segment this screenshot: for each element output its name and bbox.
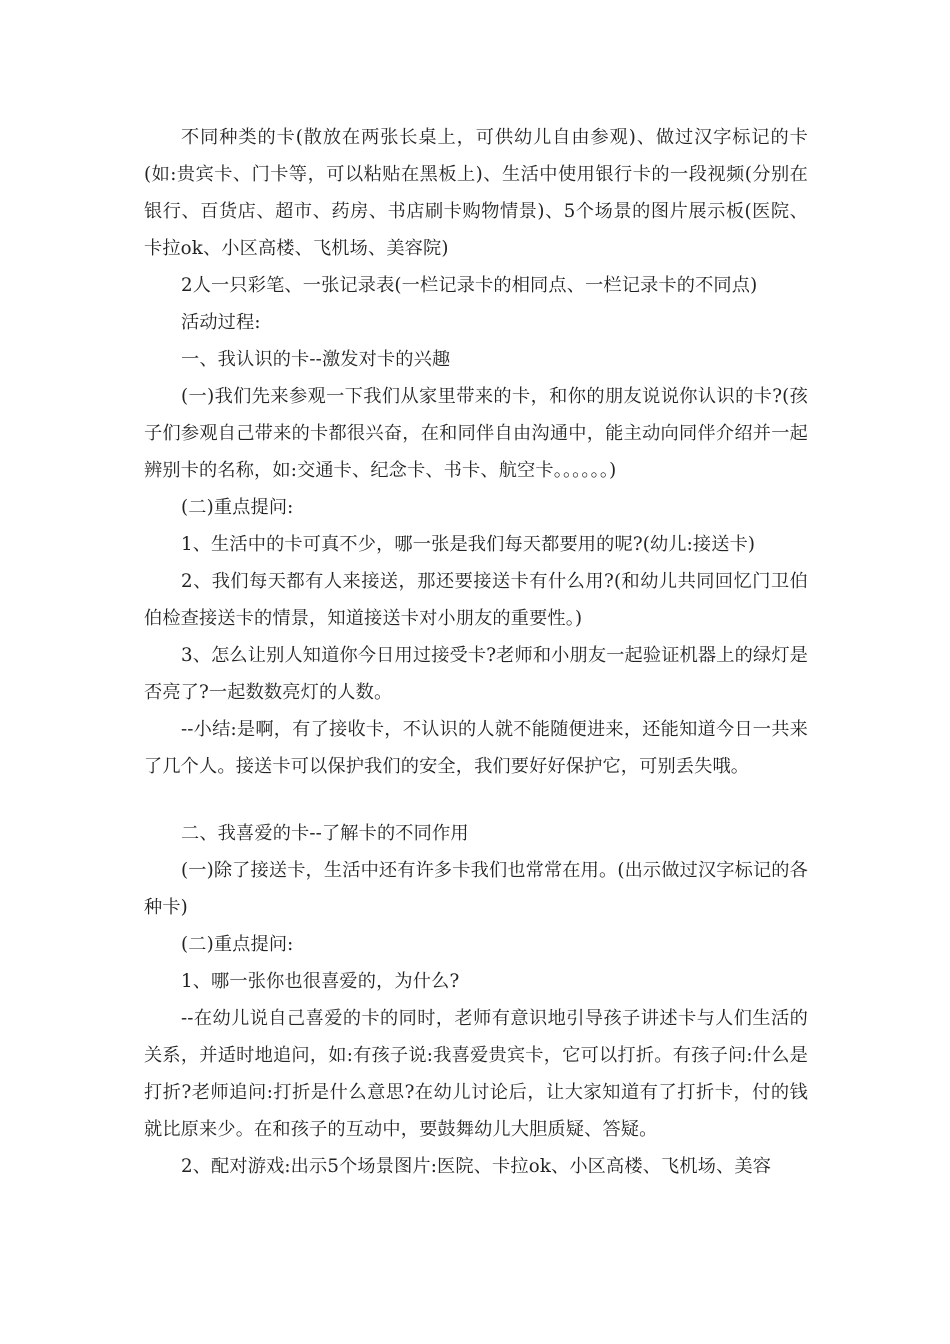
paragraph-part-two-intro: (一)除了接送卡，生活中还有许多卡我们也常常在用。(出示做过汉字标记的各种卡): [144, 860, 808, 918]
paragraph-key-questions-one: (二)重点提问:: [181, 497, 294, 518]
paragraph-materials-list: 不同种类的卡(散放在两张长桌上，可供幼儿自由参观)、做过汉字标记的卡(如:贵宾卡、门卡等，可以粘贴在黑板上)、生活中使用银行卡的一段视频(分别在银行、百货店、超市、药房、书店刷卡购物情景)、5个场景的图片展示板(医院、卡拉ok、小区高楼、飞机场、美容院): [144, 127, 808, 259]
document-body: [144, 119, 808, 1185]
paragraph-summary-one: --小结:是啊，有了接收卡，不认识的人就不能随便进来，还能知道今日一共来了几个人。接送卡可以保护我们的安全，我们要好好保护它，可别丢失哦。: [144, 719, 808, 777]
paragraph-question-favorite: 1、哪一张你也很喜爱的，为什么?: [181, 971, 460, 992]
paragraph-spacer: [144, 785, 808, 815]
paragraph-discussion-guidance: --在幼儿说自己喜爱的卡的同时，老师有意识地引导孩子讲述卡与人们生活的关系，并适时地追问，如:有孩子说:我喜爱贵宾卡，它可以打折。有孩子问:什么是打折?老师追问:打折是什么意思?在幼儿讨论后，让大家知道有了打折卡，付的钱就比原来少。在和孩子的互动中，要鼓舞幼儿大胆质疑、答疑。: [144, 1008, 808, 1140]
section-heading-two: 二、我喜爱的卡--了解卡的不同作用: [181, 823, 469, 844]
paragraph-question-2: 2、我们每天都有人来接送，那还要接送卡有什么用?(和幼儿共同回忆门卫伯伯检查接送卡的情景，知道接送卡对小朋友的重要性。): [144, 571, 808, 629]
paragraph-question-1: 1、生活中的卡可真不少，哪一张是我们每天都要用的呢?(幼儿:接送卡): [181, 534, 756, 555]
section-heading-one: 一、我认识的卡--激发对卡的兴趣: [181, 349, 451, 370]
paragraph-materials-pens: 2人一只彩笔、一张记录表(一栏记录卡的相同点、一栏记录卡的不同点): [181, 275, 758, 296]
paragraph-matching-game: 2、配对游戏:出示5个场景图片:医院、卡拉ok、小区高楼、飞机场、美容: [181, 1156, 772, 1177]
paragraph-part-one-visit: (一)我们先来参观一下我们从家里带来的卡，和你的朋友说说你认识的卡?(孩子们参观自己带来的卡都很兴奋，在和同伴自由沟通中，能主动向同伴介绍并一起辨别卡的名称，如:交通卡、纪念卡、书卡、航空卡。。。。。。): [144, 386, 808, 481]
paragraph-activity-process: 活动过程:: [181, 312, 261, 333]
paragraph-question-3: 3、怎么让别人知道你今日用过接受卡?老师和小朋友一起验证机器上的绿灯是否亮了?一起数数亮灯的人数。: [144, 645, 808, 703]
paragraph-key-questions-two: (二)重点提问:: [181, 934, 294, 955]
